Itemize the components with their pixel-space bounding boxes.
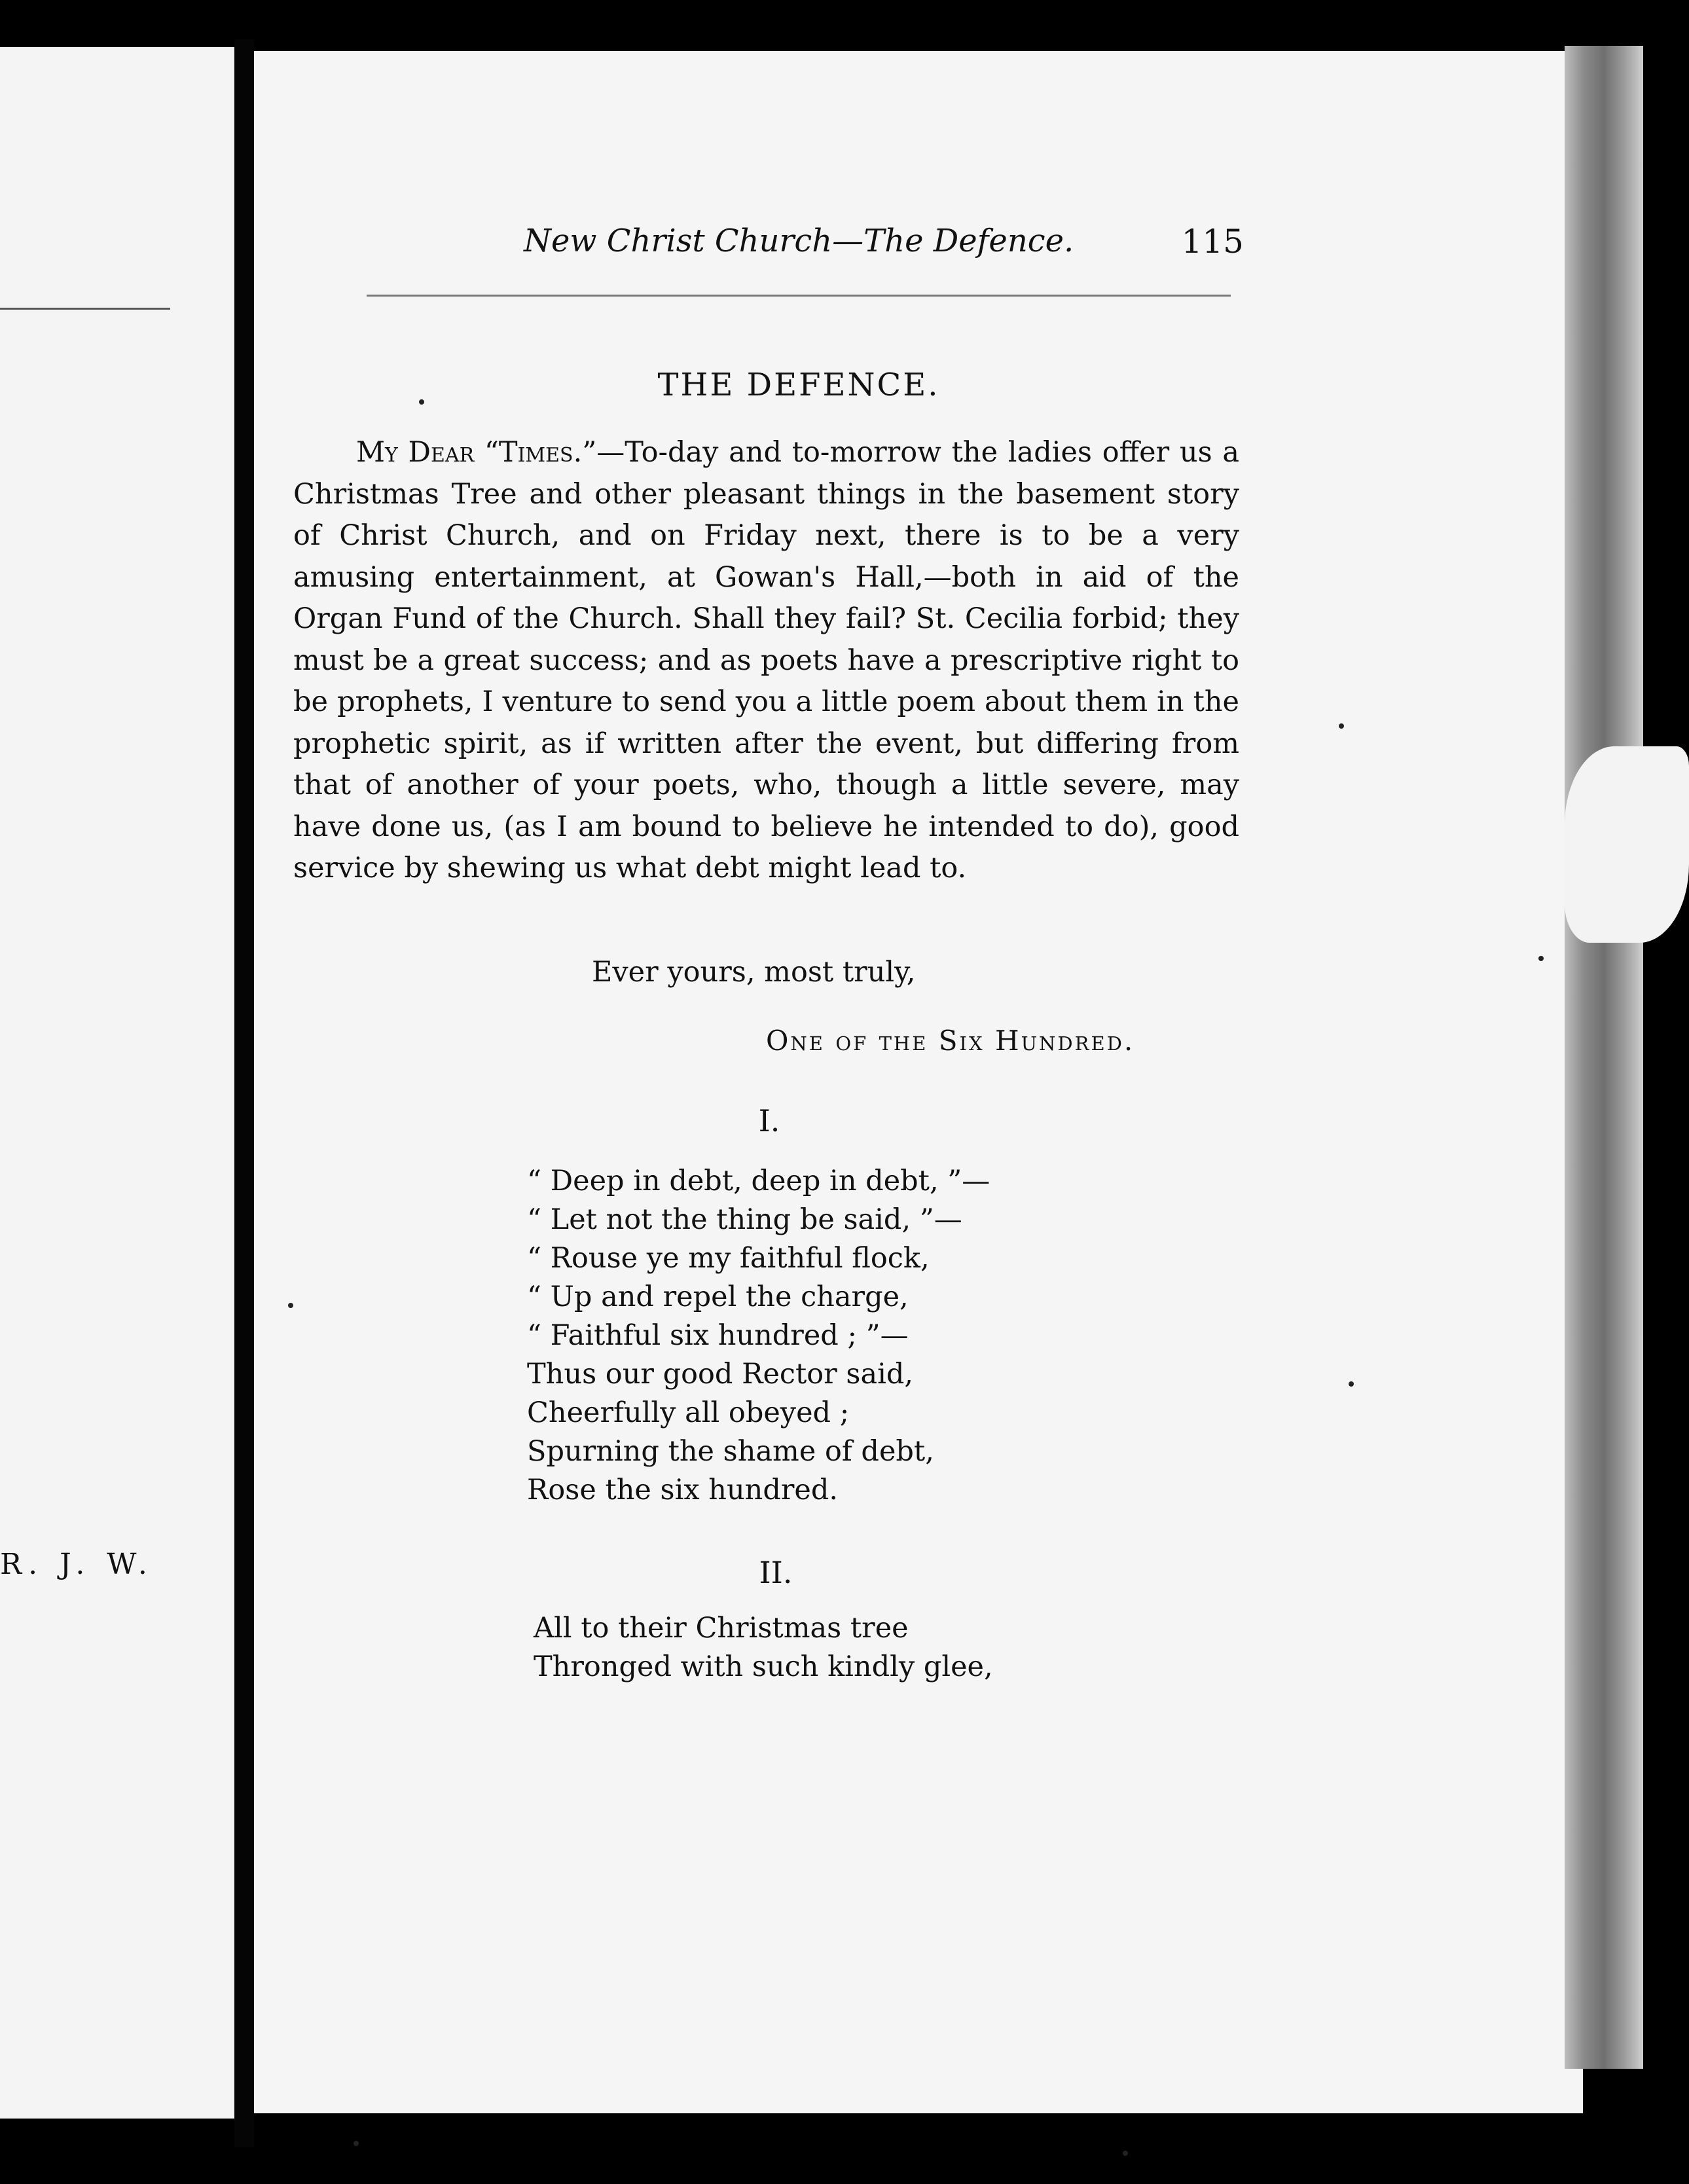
running-head [524,223,1244,268]
paper-tear [1565,746,1689,943]
poem-line: “ Let not the thing be said, ”— [527,1203,962,1236]
poem-stanza [534,1609,993,1686]
left-page-signature: R. J. W. [0,1548,154,1581]
letter-closing: Ever yours, most truly, [592,956,916,989]
book-gutter [234,39,254,2147]
letter-body [293,432,1239,890]
scan-speck [1339,723,1344,729]
poem-line: Rose the six hundred. [527,1474,839,1506]
right-page [254,51,1583,2113]
letter-signature: One of the Six Hundred. [766,1025,1135,1057]
poem-line: Spurning the shame of debt, [527,1435,934,1468]
poem-line: “ Deep in debt, deep in debt, ”— [527,1165,990,1197]
scan-speck [1538,956,1544,961]
stanza-number: I. [758,1103,780,1138]
scan-speck [1349,1381,1354,1387]
poem-line: Thus our good Rector said, [527,1358,914,1391]
poem-line: All to their Christmas tree [534,1612,909,1645]
scan-speck [419,399,424,405]
letter-paragraph [293,432,1239,890]
left-page-rule [0,308,170,310]
scan-speck [354,2141,359,2146]
poem-line: Cheerfully all obeyed ; [527,1396,850,1429]
letter-salutation: My Dear “Times.” [356,436,597,469]
header-rule [367,295,1231,297]
left-page-fragment [0,47,234,2119]
poem-stanza [527,1162,990,1510]
running-title: New Christ Church—The Defence. [524,223,1074,259]
poem-line: “ Rouse ye my faithful flock, [527,1242,930,1275]
poem-line: “ Faithful six hundred ; ”— [527,1319,909,1352]
scan-speck [1123,2151,1128,2156]
poem-line: Thronged with such kindly glee, [534,1650,993,1683]
letter-text: —To-day and to-morrow the ladies offer us a Christmas Tree and other pleasant things in the basement story of Christ Church, and on Friday next, there is to be a very amusing entertainment, at Gowan's Hall,—both in aid of the Organ Fund of the Church. Shall they fail? St. Cecilia forbid; they must be a great success; and as poets have a prescriptive right to be prophets, I venture to send you a little poem about them in the prophetic spirit, as if written after the event, but differing from that of another of your poets, who, though a little severe, may have done us, (as I am bound to believe he intended to do), good service by shewing us what debt might lead to. [293,436,1239,884]
page-number: 115 [1181,223,1244,261]
scan-speck [288,1303,293,1308]
section-title: THE DEFENCE. [657,367,940,403]
page-edges [1565,46,1643,2069]
stanza-number: II. [759,1555,793,1590]
poem-line: “ Up and repel the charge, [527,1281,909,1313]
